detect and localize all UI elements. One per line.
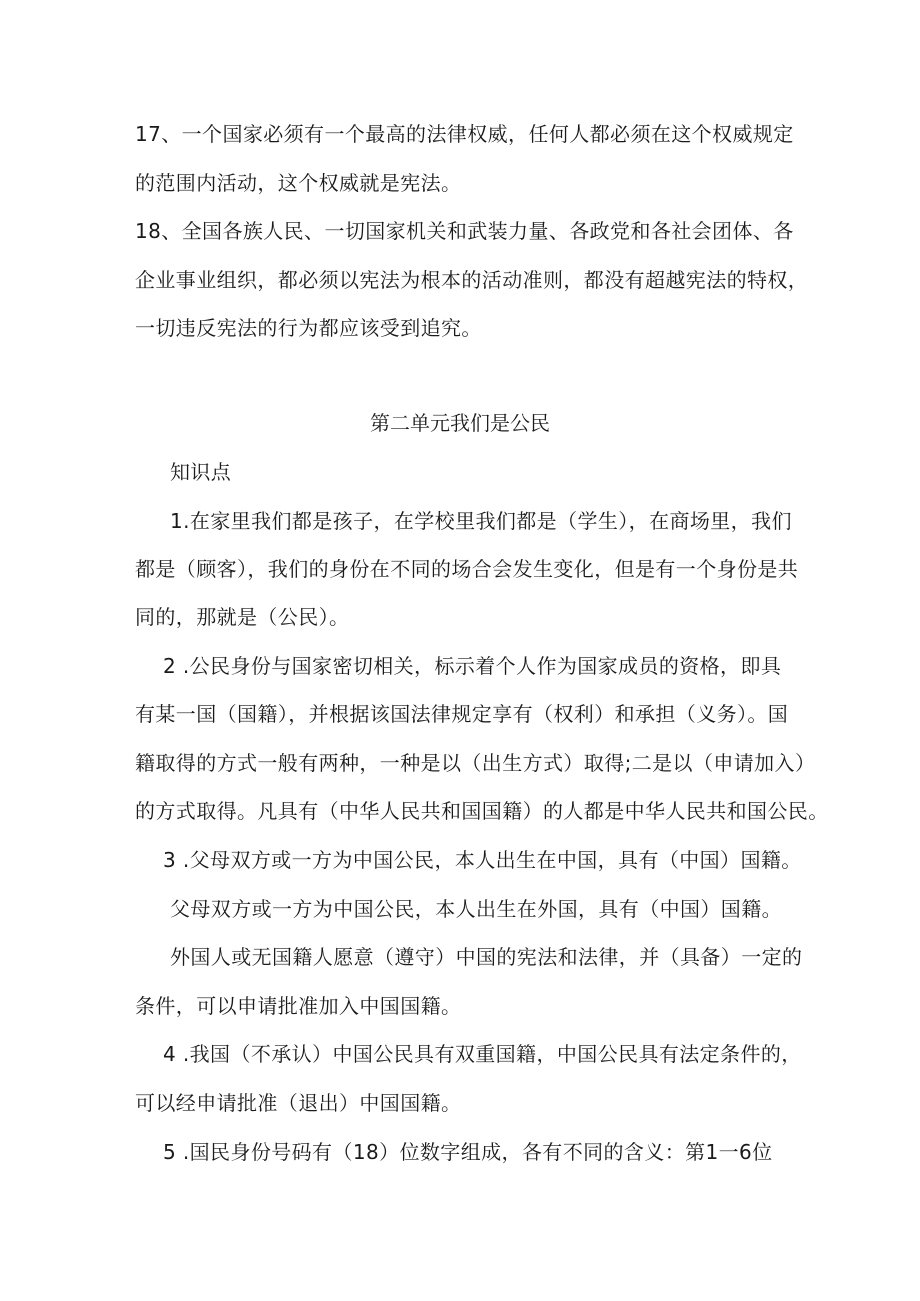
point-1-line-3: 同的，那就是（公民）。 <box>135 605 350 629</box>
article-18-line-2: 企业事业组织，都必须以宪法为根本的活动准则，都没有超越宪法的特权， <box>135 268 809 292</box>
point-5-line-1: 5 .国民身份号码有（18）位数字组成，各有不同的含义：第1一6位 <box>163 1140 773 1164</box>
section-title: 第二单元我们是公民 <box>370 411 550 435</box>
point-3-line-4: 条件，可以申请批准加入中国国籍。 <box>135 994 462 1018</box>
point-2-line-4: 的方式取得。凡具有（中华人民共和国国籍）的人都是中华人民共和国公民。 <box>135 799 829 823</box>
article-17-line-2: 的范围内活动，这个权威就是宪法。 <box>135 171 462 195</box>
point-4-line-2: 可以经申请批准（退出）中国国籍。 <box>135 1091 462 1115</box>
knowledge-points-heading: 知识点 <box>170 460 232 484</box>
article-18-line-3: 一切违反宪法的行为都应该受到追究。 <box>135 316 482 340</box>
point-1-line-2: 都是（顾客），我们的身份在不同的场合会发生变化，但是有一个身份是共 <box>135 557 799 581</box>
point-2-line-3: 籍取得的方式一般有两种，一种是以（出生方式）取得;二是以（申请加入） <box>135 751 816 775</box>
article-17-line-1: 17、一个国家必须有一个最高的法律权威，任何人都必须在这个权威规定 <box>135 122 794 146</box>
point-3-line-3: 外国人或无国籍人愿意（遵守）中国的宪法和法律，并（具备）一定的 <box>170 945 803 969</box>
article-18-line-1: 18、全国各族人民、一切国家机关和武装力量、各政党和各社会团体、各 <box>135 219 794 243</box>
point-4-line-1: 4 .我国（不承认）中国公民具有双重国籍，中国公民具有法定条件的， <box>163 1042 802 1066</box>
point-2-line-1: 2 .公民身份与国家密切相关，标示着个人作为国家成员的资格，即具 <box>163 654 782 678</box>
point-1-line-1: 1.在家里我们都是孩子，在学校里我们都是（学生），在商场里，我们 <box>170 509 792 533</box>
point-2-line-2: 有某一国（国籍），并根据该国法律规定享有（权利）和承担（义务）。国 <box>135 702 789 726</box>
point-3-line-1: 3 .父母双方或一方为中国公民，本人出生在中国，具有（中国）国籍。 <box>163 848 802 872</box>
point-3-line-2: 父母双方或一方为中国公民，本人出生在外国，具有（中国）国籍。 <box>170 897 782 921</box>
